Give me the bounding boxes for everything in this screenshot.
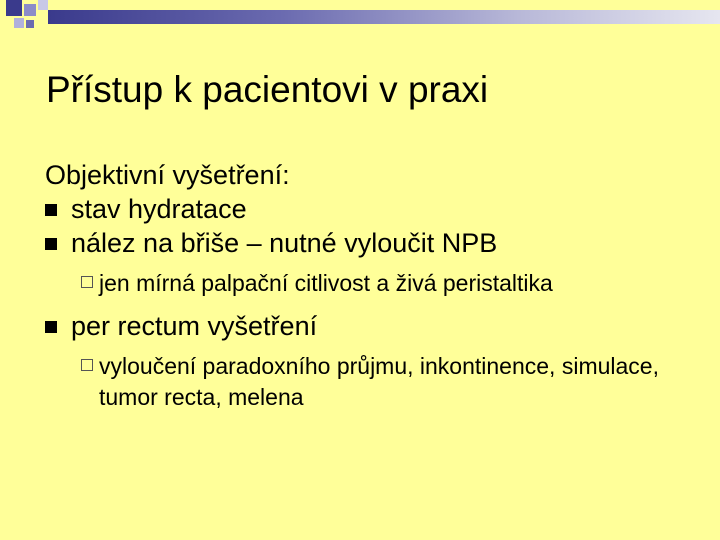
bullet-text: stav hydratace bbox=[71, 194, 247, 224]
deco-square bbox=[6, 0, 22, 16]
sub-bullet-text: jen mírná palpační citlivost a živá peristaltika bbox=[99, 270, 553, 296]
bullet-square-icon bbox=[45, 204, 57, 216]
bullet-item bbox=[45, 192, 705, 226]
sub-bullet-item bbox=[45, 268, 705, 299]
bullet-item bbox=[45, 226, 705, 260]
bullet-square-icon bbox=[45, 238, 57, 250]
sub-bullet-text: vyloučení paradoxního průjmu, inkontinence, simulace, tumor recta, melena bbox=[99, 353, 659, 410]
bullet-text: per rectum vyšetření bbox=[71, 311, 318, 341]
deco-square bbox=[14, 18, 24, 28]
slide-content bbox=[45, 158, 705, 413]
deco-square bbox=[26, 20, 34, 28]
hollow-square-icon bbox=[81, 276, 93, 288]
bullet-item bbox=[45, 309, 705, 343]
sub-bullet-item bbox=[45, 351, 705, 413]
decorative-gradient-bar bbox=[48, 10, 720, 24]
section-heading: Objektivní vyšetření: bbox=[45, 160, 290, 190]
bullet-text: nález na břiše – nutné vyloučit NPB bbox=[71, 228, 498, 258]
deco-square bbox=[38, 0, 48, 10]
deco-square bbox=[24, 4, 36, 16]
bullet-square-icon bbox=[45, 321, 57, 333]
hollow-square-icon bbox=[81, 359, 93, 371]
slide-title: Přístup k pacientovi v praxi bbox=[46, 69, 489, 110]
